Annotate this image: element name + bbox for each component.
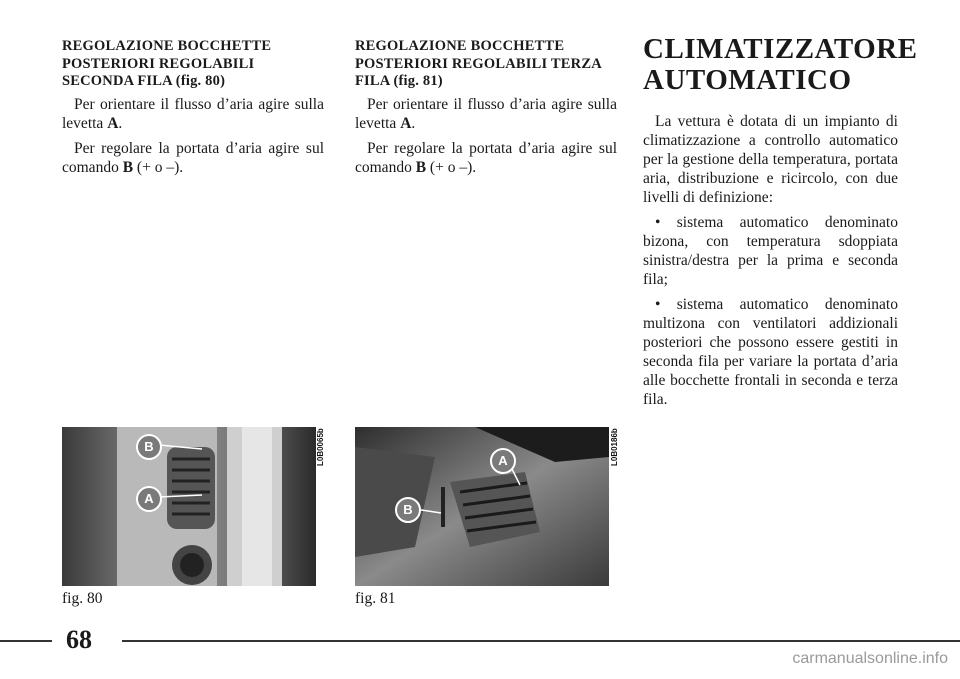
paragraph — [62, 95, 324, 133]
text: Per regolare la portata d’aria agire sul comando — [355, 139, 617, 176]
section-automatic-climate — [643, 33, 918, 415]
heading-text: REGOLAZIONE BOCCHETTE POSTERIORI REGOLABILI SECONDA FILA — [62, 38, 272, 89]
figure-80-photo — [62, 427, 316, 586]
figure-80-caption: fig. 80 — [62, 590, 103, 607]
bold-label: B — [415, 158, 427, 176]
callout-label-b: B — [395, 497, 421, 523]
section-heading — [355, 38, 617, 91]
callout-label-a: A — [490, 448, 516, 474]
heading-fig-ref: (fig. 80) — [175, 73, 226, 89]
paragraph — [62, 139, 324, 177]
text: (+ o –). — [426, 158, 477, 176]
text: Per regolare la portata d’aria agire sul comando — [62, 139, 324, 176]
page-number: 68 — [66, 625, 92, 654]
callout-label-a: A — [136, 486, 162, 512]
footer-rule-left — [0, 640, 52, 642]
text: Per orientare il flusso d’aria agire sulla levetta — [355, 95, 617, 132]
heading-text: REGOLAZIONE BOCCHETTE POSTERIORI REGOLABILI TERZA FILA — [355, 38, 602, 89]
section-title: CLIMATIZZATORE AUTOMATICO — [643, 33, 918, 96]
section-third-row-vents — [355, 38, 617, 183]
figure-80-illustration — [62, 427, 316, 586]
figure-81-code: L0B0186b — [610, 428, 619, 466]
footer-rule-right — [122, 640, 960, 642]
paragraph — [355, 95, 617, 133]
bold-label: B — [122, 158, 134, 176]
figure-81-photo — [355, 427, 609, 586]
figure-80-code: L0B0065b — [316, 428, 325, 466]
text: . — [118, 114, 123, 132]
section-second-row-vents — [62, 38, 324, 183]
bold-label: A — [400, 114, 412, 132]
text: (+ o –). — [133, 158, 184, 176]
text: . — [411, 114, 416, 132]
figure-81-illustration — [355, 427, 609, 586]
bullet-item: • sistema automatico denominato multizona con ventilatori addizionali posteriori che possono essere gestiti in seconda fila per variare la portata d’aria alle bocchette frontali in seconda e terza fila. — [643, 296, 898, 408]
heading-fig-ref: (fig. 81) — [393, 73, 443, 89]
paragraph — [355, 139, 617, 177]
bold-label: A — [107, 114, 119, 132]
section-heading — [62, 38, 324, 91]
callout-label-b: B — [136, 434, 162, 460]
figure-81-caption: fig. 81 — [355, 590, 396, 607]
intro-paragraph: La vettura è dotata di un impianto di climatizzazione a controllo automatico per la gestione della temperatura, portata aria, distribuzione e ricircolo, con due livelli di definizione: — [643, 113, 898, 206]
watermark-text: carmanualsonline.info — [792, 650, 948, 667]
text: Per orientare il flusso d’aria agire sulla levetta — [62, 95, 324, 132]
bullet-item: • sistema automatico denominato bizona, con temperatura sdoppiata sinistra/destra per la prima e seconda fila; — [643, 214, 898, 288]
